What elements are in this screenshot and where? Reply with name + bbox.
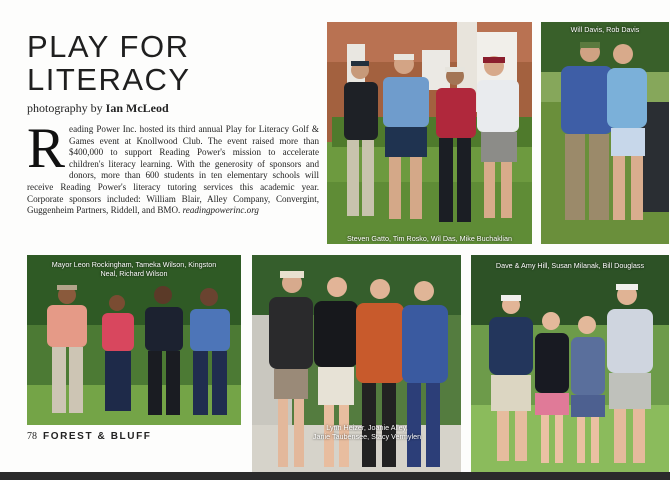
website-link[interactable]: readingpowerinc.org: [182, 205, 259, 216]
photo-5-image: [471, 255, 669, 475]
photo-credit: [27, 101, 169, 116]
photo-1-caption: Steven Gatto, Tim Rosko, Wil Das, Mike Buchaklian: [347, 234, 512, 243]
photo-4-caption-line-2: Janie Taubensee, Stacy Vermylen: [312, 432, 422, 441]
photo-4-caption: [272, 423, 461, 441]
photo-1-image: [327, 22, 532, 244]
article-title: [27, 30, 191, 96]
page-footer: [27, 431, 152, 442]
photo-group-four-men: [327, 22, 532, 244]
photo-3-image: [27, 255, 241, 425]
drop-cap: R: [27, 117, 66, 180]
body-paragraph: eading Power Inc. hosted its third annual Play for Literacy Golf & Games event at Knollwood Club. The event raised more than $400,000 to support Reading Power's mission to accelerate children's literacy learning. With the generosity of sponsors and donors, more than 600 students in ten elementary schools will receive Reading Power's literacy tutoring services this academic year. Corporate sponsors included: William Blair, Alley Company, Convergint, Guggenheim Partners, Riddell, and BMO.: [27, 124, 319, 216]
title-line-2: LITERACY: [27, 62, 191, 97]
photo-3-caption: [27, 260, 241, 278]
photo-2-image: [541, 22, 669, 244]
photo-4-image: [252, 255, 461, 475]
credit-name: Ian McLeod: [105, 101, 169, 115]
bottom-bar: [0, 472, 670, 480]
photo-5-caption: Dave & Amy Hill, Susan Milanak, Bill Douglass: [495, 261, 645, 270]
title-line-1: PLAY FOR: [27, 29, 190, 64]
photo-group-four-golfers: [27, 255, 241, 425]
page-number: 78: [27, 431, 37, 442]
photo-3-caption-line-1: Mayor Leon Rockingham, Tameka Wilson, Kingston: [51, 260, 217, 269]
credit-prefix: photography by: [27, 101, 106, 115]
article-body: [27, 117, 319, 217]
magazine-name: FOREST & BLUFF: [43, 431, 152, 442]
photo-2-caption: Will Davis, Rob Davis: [570, 25, 640, 34]
photo-4-caption-line-1: Lynn Heizer, Joanie Alley,: [326, 423, 408, 432]
photo-two-couples: [471, 255, 669, 475]
photo-four-women: [252, 255, 461, 475]
photo-two-men: [541, 22, 669, 244]
photo-3-caption-line-2: Neal, Richard Wilson: [100, 269, 168, 278]
